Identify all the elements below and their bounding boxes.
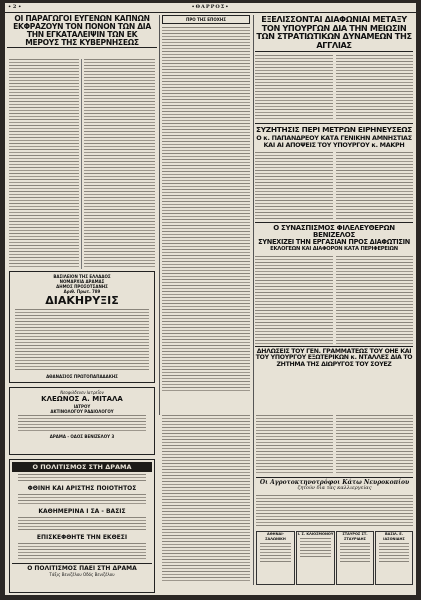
article1-text-left: [9, 59, 79, 269]
article5-headline-box: [255, 346, 413, 369]
page-number: • 2 •: [8, 4, 22, 10]
ad-diakiryxis: [9, 271, 155, 383]
ad-diak-line4: Αριθ. Πρωτ. 789: [63, 289, 101, 294]
ad-culture-title3: ΕΠΙΣΚΕΦΘΗΤΕ ΤΗΝ ΕΚΘΕΣΙ: [36, 534, 128, 541]
ad-culture-footer-sub: Τάξις Βενιζέλου Οδός Βενιζέλου: [49, 572, 115, 577]
article6-headline: Οι Αγροτοκτηνοτρόφοι Κάτω Νευροκοπίου: [259, 479, 410, 486]
ad-diak-title: ΔΙΑΚΗΡΥΞΙΣ: [45, 294, 119, 307]
ad-culture: [9, 459, 155, 593]
ad-bottom-a: [256, 531, 295, 585]
ad-doctor-line2: ΔΡΑΜΑ - ΟΔΟΣ ΒΕΝΙΖΕΛΟΥ 3: [49, 434, 115, 439]
paper-name: •ΘΑΡΡΟΣ•: [191, 4, 230, 10]
lower-middle-text: [162, 415, 250, 585]
article3-subheadline: Ο κ. ΠΑΠΑΝΔΡΕΟΥ ΚΑΤΑ ΓΕΝΙΚΗΝ ΑΜΝΗΣΤΙΑΣ ΚΑΙ ΑΙ ΑΠΟΨΕΙΣ ΤΟΥ ΥΠΟΥΡΓΟΥ κ. ΜΑΚΡΗ: [256, 134, 412, 149]
ad-diak-signature: ΑΘΑΝΑΣΙΟΣ ΠΡΩΤΟΠΑΠΑΔΑΚΗΣ: [46, 374, 118, 379]
article2-headline-box: [255, 15, 413, 52]
ad-diak-line3: ΔΗΜΟΣ ΠΡΟΣΟΤΣΑΝΗΣ: [56, 284, 108, 289]
article3-headline: ΣΥΖΗΤΗΣΙΣ ΠΕΡΙ ΜΕΤΡΩΝ ΕΙΡΗΝΕΥΣΕΩΣ: [256, 125, 412, 135]
ad-diak-line2: ΝΟΜΑΡΧΙΑ ΔΡΑΜΑΣ: [59, 279, 105, 284]
masthead: [5, 3, 416, 13]
article6-headline-box: [256, 477, 413, 492]
article4-subheadline2: ΕΚΛΟΓΕΩΝ ΚΑΙ ΔΙΑΦΟΡΟΝ ΚΑΤΑ ΠΕΡΙΦΕΡΕΙΩΝ: [270, 246, 398, 253]
ad-bottom-b-title: Ι. Σ. ΚΛΙΟΣΜΟΝΟΥ: [297, 532, 334, 536]
article6-subheadline: ζητούν δια τας καλλιεργείας: [297, 485, 372, 492]
article1-text-right: [84, 59, 155, 269]
newspaper-page: [5, 3, 416, 595]
article1-headline-box: [7, 15, 157, 48]
ad-doctor-label: Νεοφιλδενεν Ιατρεΐον: [60, 390, 104, 395]
ad-bottom-d: [375, 531, 413, 585]
ad-culture-title2: ΚΑΘΗΜΕΡΙΝΑ Ι ΣΑ - ΒΑΣΙΣ: [38, 508, 126, 515]
article5-body: [256, 415, 413, 475]
article3-headline-box: [255, 123, 413, 148]
ad-culture-footer: Ο ΠΟΛΙΤΙΣΜΟΣ ΠΑΕΙ ΣΤΗ ΔΡΑΜΑ: [12, 563, 152, 572]
article4-body: [255, 256, 413, 346]
article2-headline: ΕΞΕΛΙΣΣΟΝΤΑΙ ΔΙΑΦΩΝΙΑΙ ΜΕΤΑΞΥ ΤΟΝ ΥΠΟΥΡΓΩΝ ΔΙΑ ΤΗΝ ΜΕΙΩΣΙΝ ΤΩΝ ΣΤΡΑΤΙΩΤΙΚΩΝ ΔΥΝΑΜΕΩΝ ΤΗΣ ΑΓΓΛΙΑΣ: [256, 15, 412, 50]
middle-column: [162, 15, 250, 415]
ad-bottom-c-title: ΣΤΑΥΡΟΣ ΣΤ. ΣΤΑΥΡΙΔΗΣ: [342, 532, 368, 541]
ad-bottom-a-title: ΑΘΗΝΑΙ-ΣΑΛΩΝΙΚΗ: [265, 532, 286, 541]
ad-doctor-name: ΚΛΕΩΝΟΣ Α. ΜΙΤΑΛΑ: [41, 395, 123, 403]
right-column: [255, 15, 413, 415]
article1-headline: ΟΙ ΠΑΡΑΓΩΓΟΙ ΕΥΓΕΝΩΝ ΚΑΠΝΩΝ ΕΚΦΡΑΖΟΥΝ ΤΟΝ ΠΟΝΟΝ ΤΩΝ ΔΙΑ ΤΗΝ ΕΓΚΑΤΑΛΕΙΨΙΝ ΤΩΝ ΕΚ ΜΕΡΟΥΣ ΤΗΣ ΚΥΒΕΡΝΗΣΕΩΣ: [13, 15, 151, 47]
ad-culture-title1: ΦΘΙΝΗ ΚΑΙ ΑΡΙΣΤΗΣ ΠΟΙΟΤΗΤΟΣ: [27, 485, 137, 492]
article3-body: [255, 152, 413, 222]
lower-right-area: [162, 415, 413, 585]
ad-bottom-b: [296, 531, 335, 585]
article5-headline: ΔΗΛΩΣΕΙΣ ΤΟΥ ΓΕΝ. ΓΡΑΜΜΑΤΕΩΣ ΤΟΥ ΟΗΕ ΚΑΙ ΤΟΥ ΥΠΟΥΡΓΟΥ ΕΞΩΤΕΡΙΚΩΝ κ. ΝΤΑΛΛΕΣ ΔΙΑ ΤΟ ΖΗΤΗΜΑ ΤΗΣ ΔΙΩΡΥΓΟΣ ΤΟΥ ΣΟΥΕΖ: [255, 347, 413, 368]
article4-headline: Ο ΣΥΝΑΣΠΙΣΜΟΣ ΦΙΛΕΛΕΥΘΕΡΩΝ ΒΕΝΙΖΕΛΟΣ: [273, 223, 395, 239]
left-column: [7, 15, 157, 595]
ad-doctor-line1: ΑΚΤΙΝΟΛΟΓΟΥ ΡΑΔΙΟΛΟΓΟΥ: [50, 409, 114, 414]
column2-heading: ΠΡΟ ΤΗΣ ΕΠΟΧΗΣ: [162, 15, 250, 24]
ad-culture-header: Ο ΠΟΛΙΤΙΣΜΟΣ ΣΤΗ ΔΡΑΜΑ: [12, 462, 152, 472]
article4-subheadline: ΣΥΝΕΧΙΖΕΙ ΤΗΝ ΕΡΓΑΣΙΑΝ ΠΡΟΣ ΔΙΑΦΩΤΙΣΙΝ: [258, 238, 410, 247]
ad-doctor: [9, 387, 155, 455]
ad-bottom-c: [336, 531, 374, 585]
column2-text: [162, 27, 250, 415]
ad-bottom-d-title: ΒΑΣΙΛ. Ε. ΙΑΣΟΝΙΔΗΣ: [383, 532, 405, 541]
ad-diak-line1: ΒΑΣΙΛΕΙΟΝ ΤΗΣ ΕΛΛΑΔΟΣ: [53, 274, 111, 279]
article2-body: [255, 55, 413, 123]
article6-body: [256, 495, 413, 529]
article4-headline-box: [255, 222, 413, 253]
ad-doctor-title: ΙΑΤΡΟΥ: [73, 404, 91, 409]
article1-body: [7, 59, 157, 269]
